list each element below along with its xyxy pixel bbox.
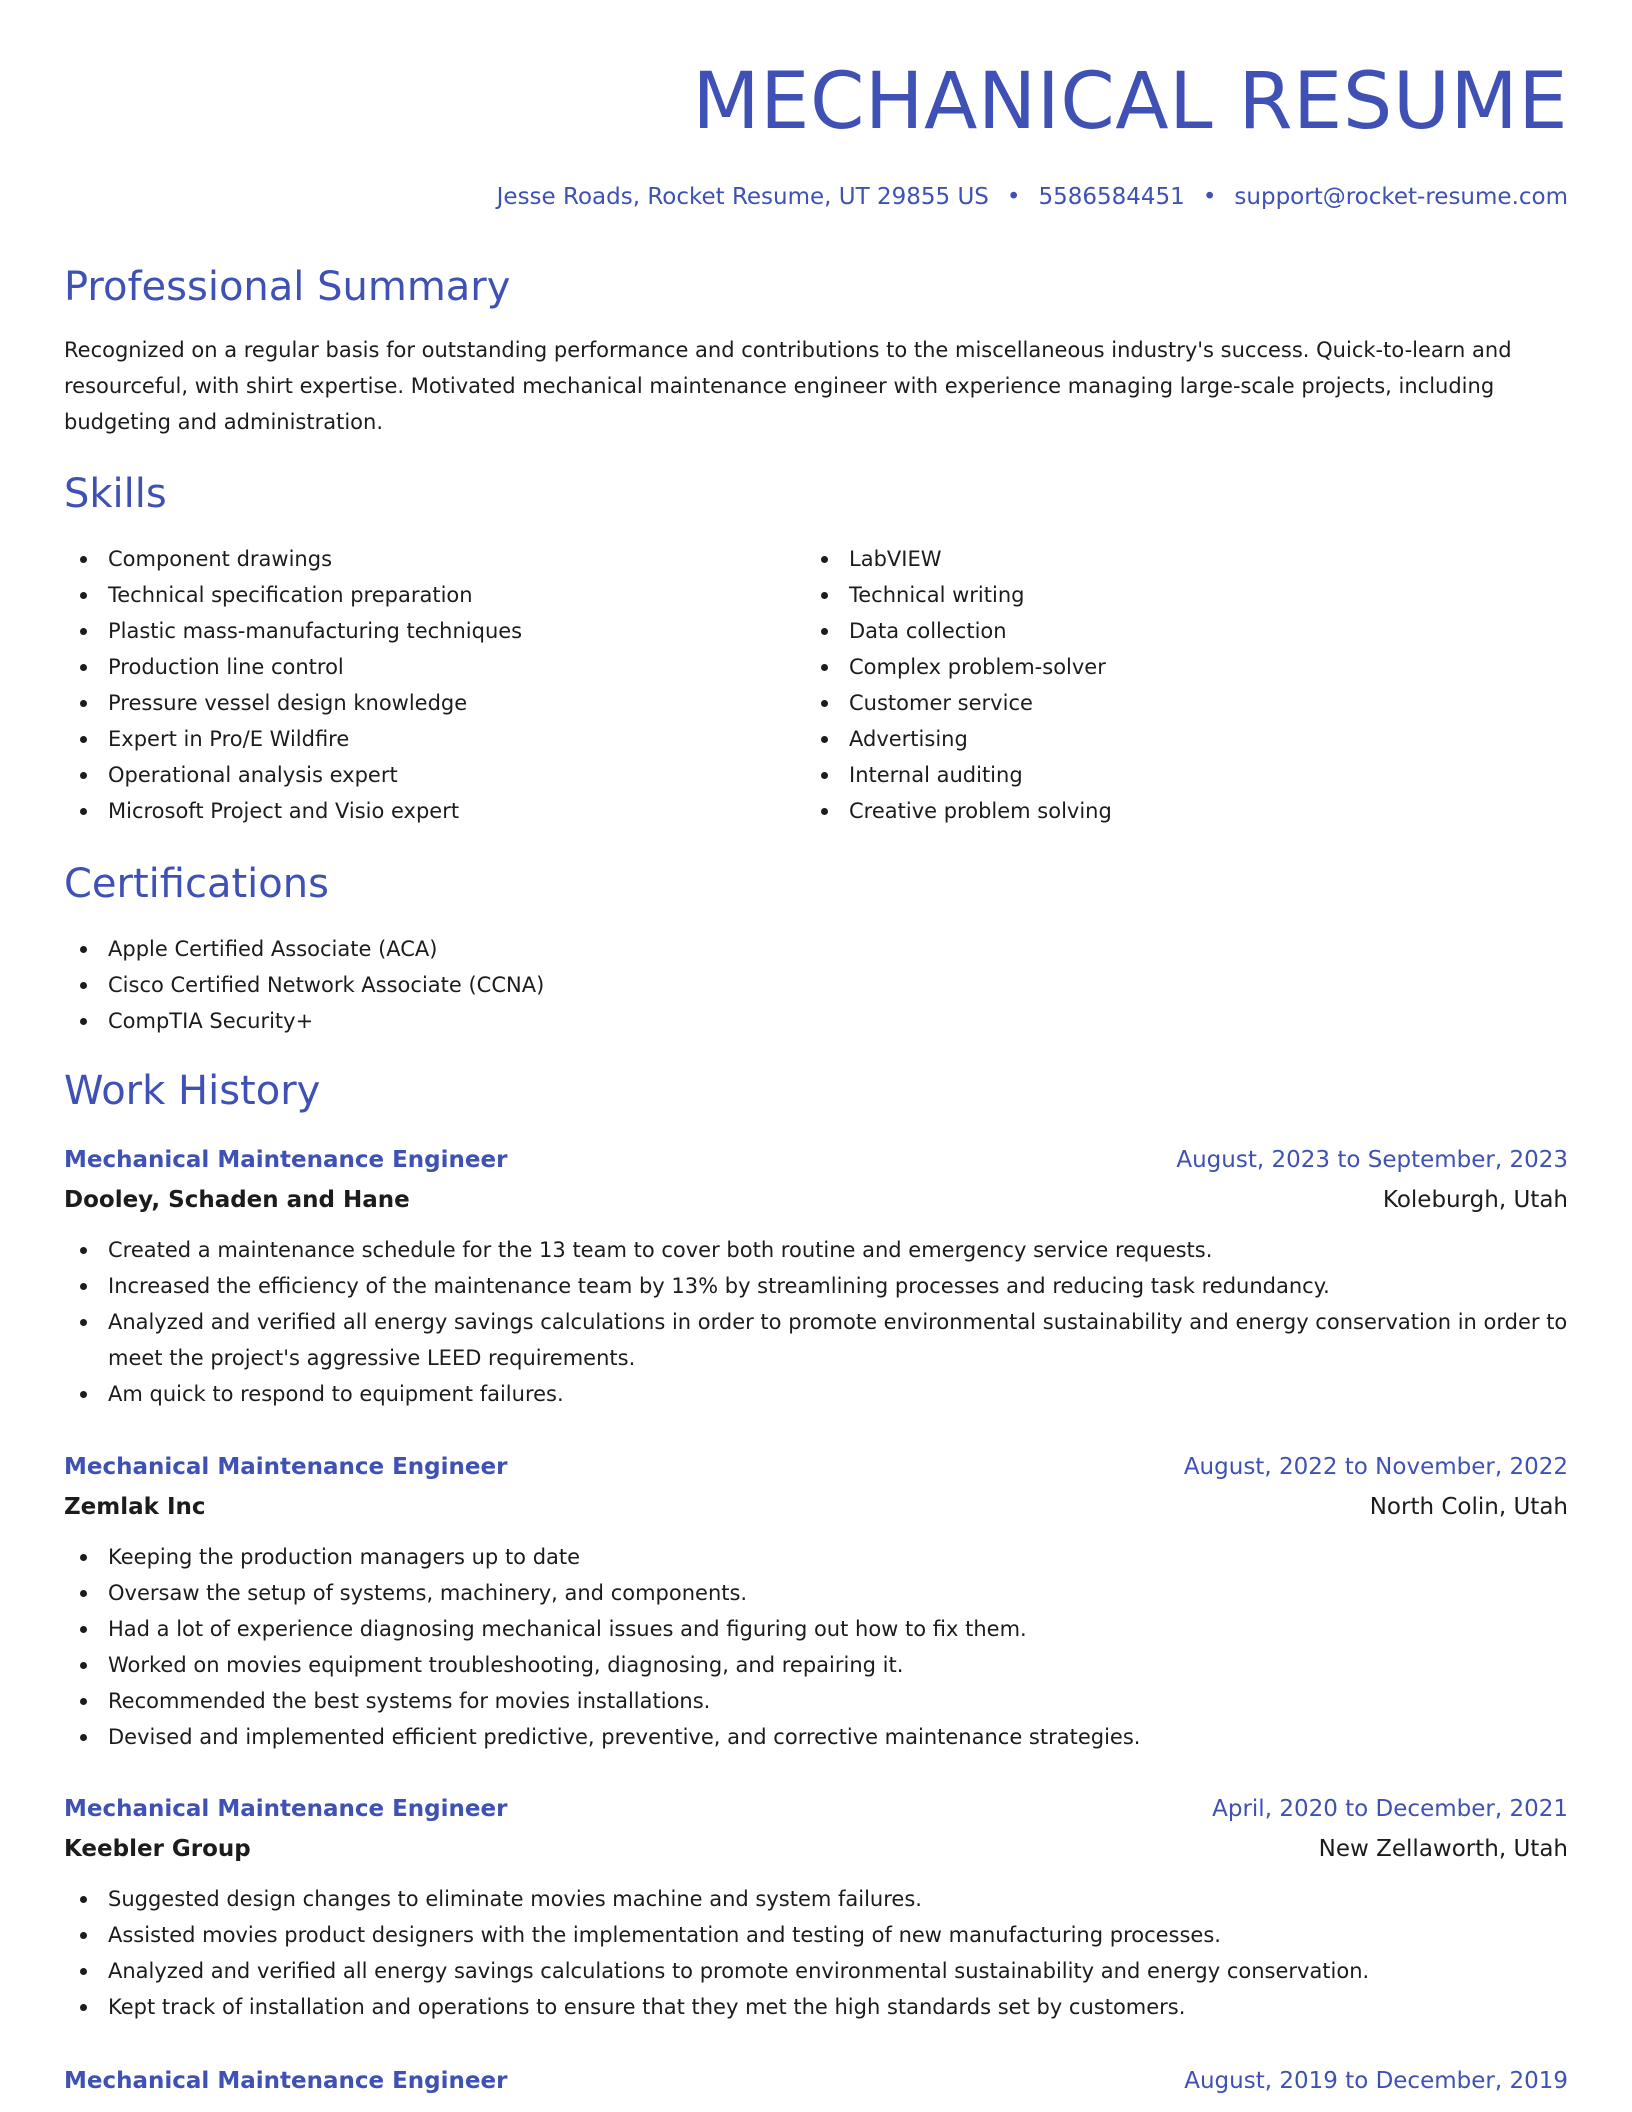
job-bullet: Devised and implemented efficient predictive, preventive, and corrective maintenance strategies. xyxy=(64,1719,1568,1755)
job-bullet: Am quick to respond to equipment failures. xyxy=(64,1376,1568,1412)
job-subheader xyxy=(64,1829,1568,1869)
skill-item: Operational analysis expert xyxy=(64,757,804,793)
skill-item: Complex problem-solver xyxy=(805,649,1545,685)
certification-item: Apple Certified Associate (ACA) xyxy=(64,931,1064,967)
job-title: Mechanical Maintenance Engineer xyxy=(64,1796,508,1822)
job-bullet: Oversaw the setup of systems, machinery, and components. xyxy=(64,1575,1568,1611)
job-header xyxy=(64,1140,1568,1180)
skill-item: Microsoft Project and Visio expert xyxy=(64,793,804,829)
job-location: Koleburgh, Utah xyxy=(1382,1187,1568,1213)
job-entry xyxy=(64,2061,1568,2101)
job-header xyxy=(64,2061,1568,2101)
job-entry xyxy=(64,1140,1568,1412)
job-title: Mechanical Maintenance Engineer xyxy=(64,2068,508,2094)
work-history-heading: Work History xyxy=(64,1068,321,1114)
job-dates: August, 2023 to September, 2023 xyxy=(1176,1147,1568,1173)
job-title: Mechanical Maintenance Engineer xyxy=(64,1454,508,1480)
skill-item: Customer service xyxy=(805,685,1545,721)
skills-list-right xyxy=(805,541,1545,829)
skill-item: Internal auditing xyxy=(805,757,1545,793)
skill-item: Expert in Pro/E Wildfire xyxy=(64,721,804,757)
job-bullet: Increased the efficiency of the maintenance team by 13% by streamlining processes and reducing task redundancy. xyxy=(64,1268,1568,1304)
skill-item: Data collection xyxy=(805,613,1545,649)
job-subheader xyxy=(64,1487,1568,1527)
job-bullet: Created a maintenance schedule for the 13 team to cover both routine and emergency service requests. xyxy=(64,1232,1568,1268)
job-entry xyxy=(64,1447,1568,1755)
summary-heading: Professional Summary xyxy=(64,264,511,310)
skill-item: Pressure vessel design knowledge xyxy=(64,685,804,721)
contact-separator: • xyxy=(1006,184,1021,210)
skill-item: Production line control xyxy=(64,649,804,685)
skill-item: Technical specification preparation xyxy=(64,577,804,613)
job-bullet: Analyzed and verified all energy savings calculations in order to promote environmental sustainability and energy conservation in order to meet the project's aggressive LEED requirements. xyxy=(64,1304,1568,1376)
job-company: Zemlak Inc xyxy=(64,1494,206,1520)
job-dates: April, 2020 to December, 2021 xyxy=(1212,1796,1568,1822)
job-bullets xyxy=(64,1539,1568,1755)
job-entry xyxy=(64,1789,1568,2025)
job-bullet: Had a lot of experience diagnosing mechanical issues and figuring out how to fix them. xyxy=(64,1611,1568,1647)
job-location: North Colin, Utah xyxy=(1369,1494,1568,1520)
skill-item: LabVIEW xyxy=(805,541,1545,577)
job-dates: August, 2022 to November, 2022 xyxy=(1183,1454,1568,1480)
job-bullet: Kept track of installation and operations to ensure that they met the high standards set by customers. xyxy=(64,1989,1568,2025)
job-bullet: Analyzed and verified all energy savings calculations to promote environmental sustainability and energy conservation. xyxy=(64,1953,1568,1989)
job-bullet: Assisted movies product designers with the implementation and testing of new manufacturing processes. xyxy=(64,1917,1568,1953)
job-company: Keebler Group xyxy=(64,1836,251,1862)
job-bullet: Worked on movies equipment troubleshooting, diagnosing, and repairing it. xyxy=(64,1647,1568,1683)
certification-item: Cisco Certified Network Associate (CCNA) xyxy=(64,967,1064,1003)
job-bullet: Keeping the production managers up to date xyxy=(64,1539,1568,1575)
summary-text: Recognized on a regular basis for outstanding performance and contributions to the miscellaneous industry's success. Quick-to-learn and resourceful, with shirt expertise. Motivated mechanical maintenance engineer with experience managing large-scale projects, including budgeting and administration. xyxy=(64,338,1512,434)
skill-item: Advertising xyxy=(805,721,1545,757)
skills-heading: Skills xyxy=(64,471,167,517)
job-company: Dooley, Schaden and Hane xyxy=(64,1187,410,1213)
job-header xyxy=(64,1447,1568,1487)
certifications-heading: Certifications xyxy=(64,861,329,907)
resume-title: MECHANICAL RESUME xyxy=(692,57,1568,147)
certification-item: CompTIA Security+ xyxy=(64,1003,1064,1039)
job-bullets xyxy=(64,1881,1568,2025)
job-dates: August, 2019 to December, 2019 xyxy=(1184,2068,1568,2094)
job-bullet: Recommended the best systems for movies installations. xyxy=(64,1683,1568,1719)
skill-item: Creative problem solving xyxy=(805,793,1545,829)
job-bullet: Suggested design changes to eliminate movies machine and system failures. xyxy=(64,1881,1568,1917)
skill-item: Technical writing xyxy=(805,577,1545,613)
job-location: New Zellaworth, Utah xyxy=(1318,1836,1568,1862)
skills-list-left xyxy=(64,541,804,829)
job-bullets xyxy=(64,1232,1568,1412)
job-title: Mechanical Maintenance Engineer xyxy=(64,1147,508,1173)
job-subheader xyxy=(64,1180,1568,1220)
contact-line xyxy=(497,180,1568,214)
certifications-list xyxy=(64,931,1064,1039)
contact-separator: • xyxy=(1202,184,1217,210)
contact-email: support@rocket-resume.com xyxy=(1234,184,1568,210)
skill-item: Component drawings xyxy=(64,541,804,577)
job-header xyxy=(64,1789,1568,1829)
skill-item: Plastic mass-manufacturing techniques xyxy=(64,613,804,649)
contact-address: Jesse Roads, Rocket Resume, UT 29855 US xyxy=(496,184,989,210)
contact-phone: 5586584451 xyxy=(1038,184,1185,210)
